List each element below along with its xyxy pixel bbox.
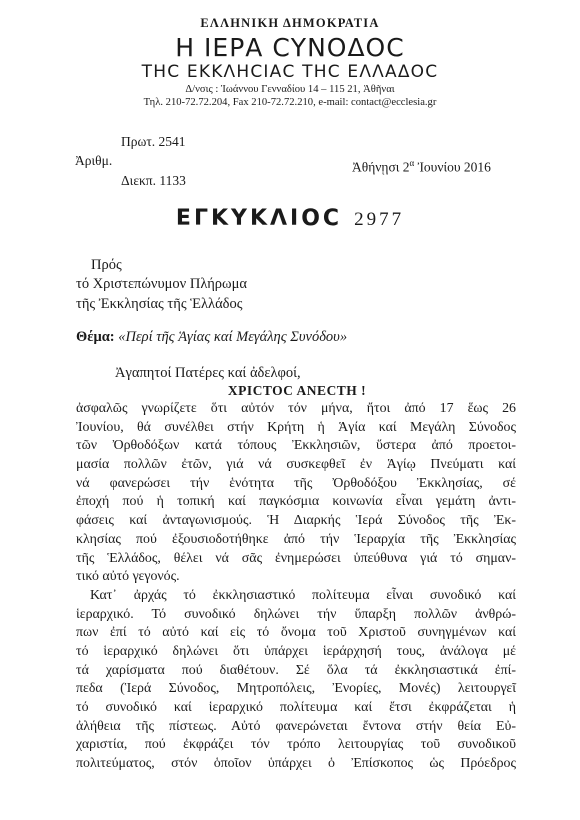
body-line: ἐποχή πού ἡ τοπική καί παγκόσμια κοινωνία εἶναι γεμάτη ἀντι- — [76, 494, 516, 510]
encyclical-number: 2977 — [354, 209, 405, 230]
document-date: Ἀθήνῃσι $2^\alpha$ Ἰουνίου 2016 — [352, 158, 491, 175]
body-line: φάσεις καί ἀνταγωνισμούς. Ἡ Διαρκής Ἱερά Σύνοδος τῆς Ἐκ- — [76, 513, 516, 529]
subject-text: «Περί τῆς Ἁγίας καί Μεγάλης Συνόδου» — [114, 329, 348, 345]
body-line: ἀσφαλῶς γνωρίζετε ὅτι αὐτόν τόν μήνα, ἤτοι ἀπό 17 ἕως 26 — [76, 401, 516, 416]
body-line: πων ἐπί τό αὐτό καί εἰς τό ὄνομα τοῦ Χριστοῦ συνηγμένων καί — [76, 625, 516, 641]
dispatch-number: Διεκπ. 1133 — [121, 173, 186, 188]
body-line: κλησίας πού ἐξουσιοδοτήθηκε ἀπό τήν Ἱεραρχία τῆς Ἐκκλησίας — [76, 531, 516, 547]
body-line: τό συνοδικό καί ἱεραρχικό πολίτευμα καί ἔτσι ἐκφράζεται ἡ — [76, 700, 516, 715]
body-line: τῆς Ἑλλάδος, θέλει νά σᾶς ἐνημερώσει ὑπεύθυνα γιά τό σημαν- — [76, 550, 516, 566]
contact-line: Τηλ. 210-72.72.204, Fax 210-72.72.210, e-mail: contact@ecclesia.gr — [143, 97, 437, 108]
body-line: τά χαρίσματα πού διαθέτουν. Σέ ὅλα τά ἐκκλησιαστικά ἐπί- — [76, 662, 516, 678]
body-line: ἱεραρχικό. Τό συνοδικό δηλώνει τήν ὕπαρξη πολλῶν ἀνθρώ- — [76, 606, 516, 622]
synod-title: Η ΙΕΡΑ ϹΥΝΟΔΟϹ — [175, 33, 405, 62]
protocol-number: Πρωτ. 2541 — [121, 134, 186, 149]
encyclical-word: ΕΓΚΥΚΛΙΟϹ — [175, 206, 343, 231]
body-line: Ἰουνίου, θά συνέλθει στήν Κρήτη ἡ Ἁγία καί Μεγάλη Σύνοδος — [76, 419, 516, 435]
church-subtitle: ΤΗϹ ΕΚΚΛΗϹΙΑϹ ΤΗϹ ΕΛΛΑΔΟϹ — [141, 62, 439, 82]
greeting: Ἀγαπητοί Πατέρες καί ἀδελφοί, — [115, 365, 301, 381]
number-label: Ἀριθμ. — [75, 153, 113, 168]
subject-line — [76, 329, 347, 346]
recipient-to: Πρός — [91, 257, 122, 273]
body-line: νά φανερώσει τήν ἑνότητα τῆς Ὀρθοδόξου Ἐκκλησίας, σέ — [76, 475, 516, 491]
recipient-line-1: τό Χριστεπώνυμον Πλήρωμα — [76, 276, 247, 292]
letter-body — [76, 400, 516, 774]
body-line: μασία πολλῶν ἐτῶν, γιά νά συσκεφθεῖ ἐν Ἁγίῳ Πνεύματι καί — [76, 457, 516, 473]
encyclical-heading — [0, 206, 580, 231]
address-line: Δ/νσις : Ἰωάννου Γενναδίου 14 – 115 21, Ἀθῆναι — [185, 84, 395, 95]
body-line: ἀλήθεια τῆς πίστεως. Αὐτό φανερώνεται ἔντονα στήν θεία Εὐ- — [76, 718, 516, 734]
body-line: τό ἱεραρχικό δηλώνει ὅτι ὑπάρχει ἱεράρχησή τους, ἀνάλογα μέ — [76, 643, 516, 659]
country-heading: ΕΛΛΗΝΙΚΗ ΔΗΜΟΚΡΑΤΙΑ — [200, 16, 380, 30]
subject-label: Θέμα: — [76, 329, 115, 345]
body-line: χαριστία, πού ἐκφράζει τόν τρόπο λειτουργίας τοῦ συνοδικοῦ — [76, 737, 516, 753]
recipient-line-2: τῆς Ἐκκλησίας τῆς Ἑλλάδος — [76, 296, 243, 312]
body-line: Κατ᾽ ἀρχάς τό ἐκκλησιαστικό πολίτευμα εἶναι συνοδικό καί — [90, 587, 516, 603]
paschal-greeting: ΧΡΙϹΤΟϹ ΑΝΕϹΤΗ ! — [227, 383, 367, 398]
body-line: πεδα (Ἱερά Σύνοδος, Μητροπόλεις, Ἐνορίες, Μονές) λειτουργεῖ — [76, 681, 516, 697]
body-line: τικό αὐτό γεγονός. — [76, 569, 180, 585]
body-line: πολιτεύματος, στόν ὁποῖον ὑπάρχει ὁ Ἐπίσκοπος ὡς Πρόεδρος — [76, 756, 516, 772]
body-line: τῶν Ὀρθοδόξων κατά τόπους Ἐκκλησιῶν, ὕστερα ἀπό προετοι- — [76, 438, 516, 454]
